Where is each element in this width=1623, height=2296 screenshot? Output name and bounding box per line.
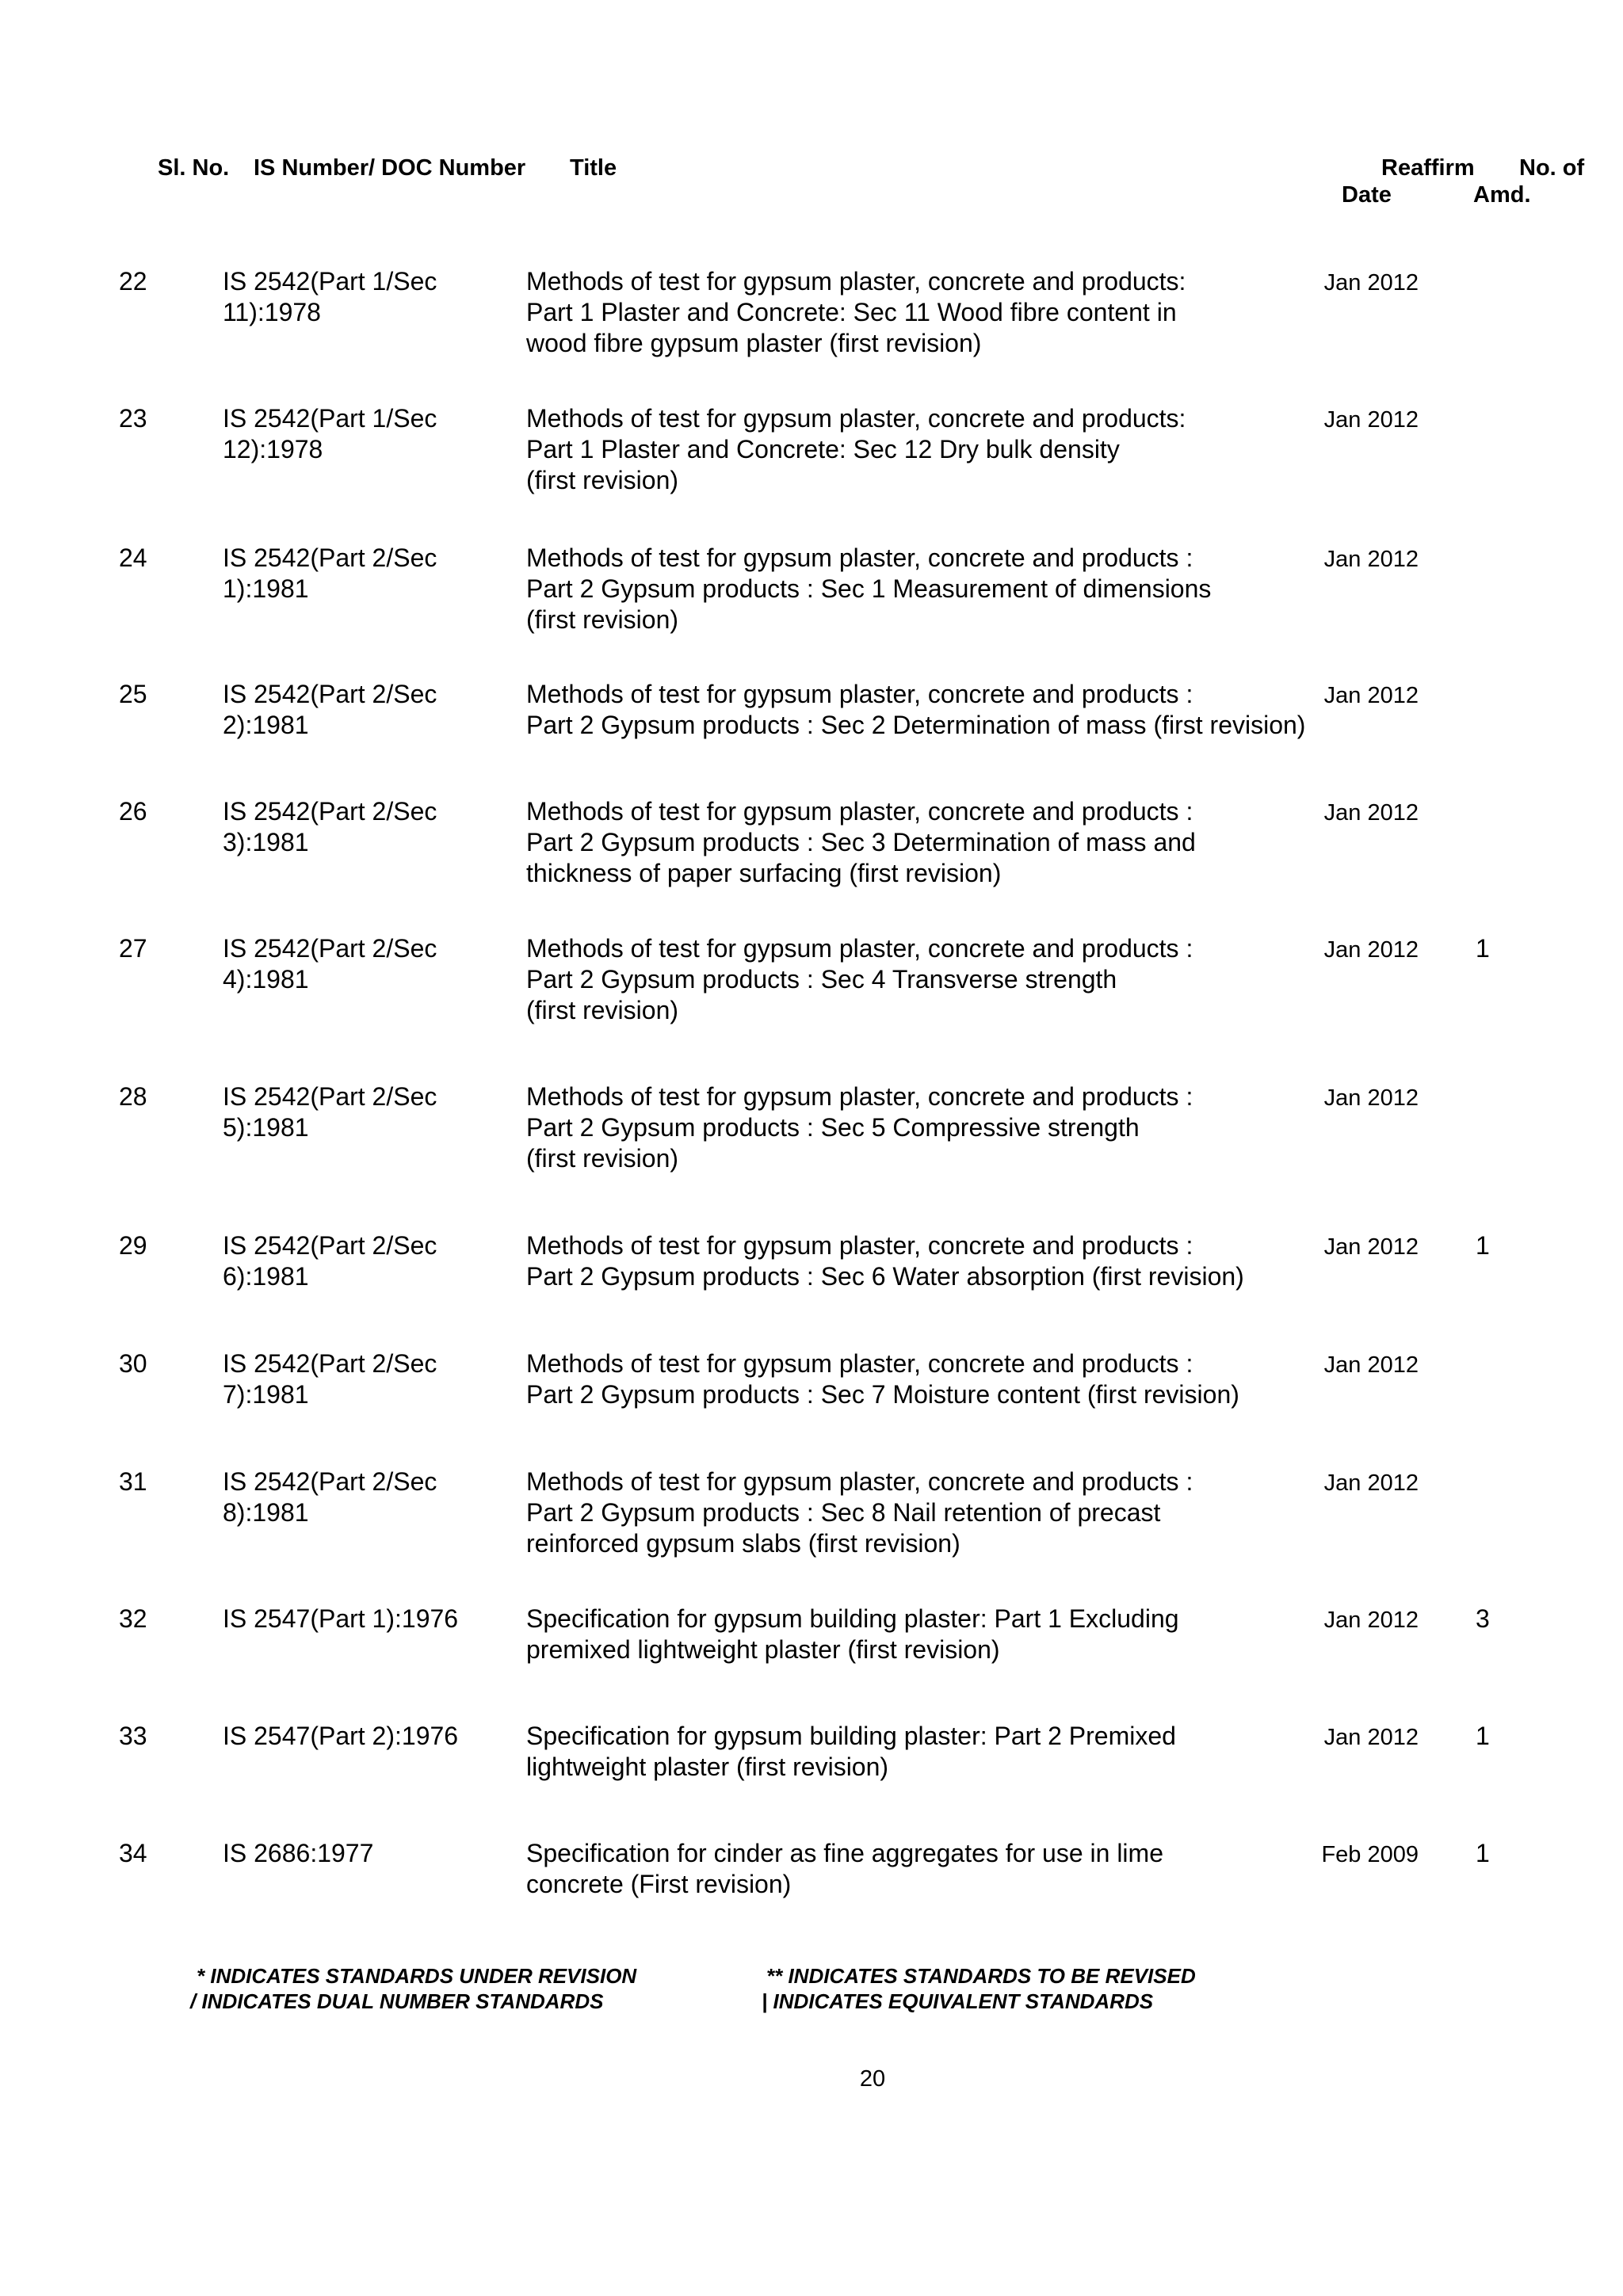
amendment-count: 1: [1476, 934, 1490, 963]
amendment-count: 1: [1476, 1722, 1490, 1750]
is-number: IS 2542(Part 2/Sec 3):1981: [223, 797, 437, 856]
sl-number: 25: [119, 680, 147, 708]
sl-number: 23: [119, 404, 147, 433]
sl-number: 26: [119, 797, 147, 826]
sl-number: 22: [119, 267, 147, 296]
is-number: IS 2542(Part 2/Sec 2):1981: [223, 680, 437, 739]
header-no-of: No. of: [1519, 155, 1585, 181]
reaffirm-date: Jan 2012: [1323, 547, 1419, 572]
sl-number: 28: [119, 1082, 147, 1111]
amendment-count: 3: [1476, 1604, 1490, 1633]
reaffirm-date: Jan 2012: [1323, 1608, 1419, 1633]
amendment-count: 1: [1476, 1231, 1490, 1260]
is-number: IS 2542(Part 2/Sec 5):1981: [223, 1082, 437, 1142]
reaffirm-date: Jan 2012: [1323, 270, 1419, 296]
sl-number: 34: [119, 1839, 147, 1867]
is-number: IS 2686:1977: [223, 1839, 374, 1867]
is-number: IS 2542(Part 2/Sec 7):1981: [223, 1349, 437, 1409]
standard-title: Methods of test for gypsum plaster, concrete and products: Part 1 Plaster and Concrete: Sec 12 Dry bulk density (first revision): [526, 404, 1186, 494]
reaffirm-date: Feb 2009: [1321, 1842, 1419, 1867]
standard-title: Methods of test for gypsum plaster, concrete and products : Part 2 Gypsum products : Sec 2 Determination of mass (first revision): [526, 680, 1306, 739]
sl-number: 31: [119, 1467, 147, 1496]
is-number: IS 2542(Part 2/Sec 4):1981: [223, 934, 437, 994]
amendment-count: 1: [1476, 1839, 1490, 1867]
is-number: IS 2542(Part 1/Sec 11):1978: [223, 267, 437, 326]
reaffirm-date: Jan 2012: [1323, 937, 1419, 963]
header-sl-no: Sl. No.: [158, 155, 230, 181]
is-number: IS 2542(Part 2/Sec 1):1981: [223, 543, 437, 603]
header-amd: Amd.: [1473, 182, 1531, 208]
reaffirm-date: Jan 2012: [1323, 683, 1419, 708]
sl-number: 27: [119, 934, 147, 963]
standard-title: Specification for gypsum building plaster: Part 2 Premixed lightweight plaster (first revision): [526, 1722, 1176, 1781]
header-reaffirm: Reaffirm: [1381, 155, 1475, 181]
standard-title: Methods of test for gypsum plaster, concrete and products : Part 2 Gypsum products : Sec 8 Nail retention of precast reinforced gypsum slabs (first revision): [526, 1467, 1193, 1558]
sl-number: 33: [119, 1722, 147, 1750]
reaffirm-date: Jan 2012: [1323, 1470, 1419, 1496]
standard-title: Methods of test for gypsum plaster, concrete and products : Part 2 Gypsum products : Sec 3 Determination of mass and thickness of paper surfacing (first revision): [526, 797, 1196, 887]
is-number: IS 2542(Part 2/Sec 8):1981: [223, 1467, 437, 1527]
standard-title: Methods of test for gypsum plaster, concrete and products : Part 2 Gypsum products : Sec 5 Compressive strength (first revision): [526, 1082, 1193, 1173]
legend-under-revision: * INDICATES STANDARDS UNDER REVISION: [197, 1964, 637, 1988]
standard-title: Specification for cinder as fine aggregates for use in lime concrete (First revision): [526, 1839, 1163, 1898]
legend-dual-number: / INDICATES DUAL NUMBER STANDARDS: [190, 1989, 604, 2013]
standard-title: Methods of test for gypsum plaster, concrete and products : Part 2 Gypsum products : Sec 7 Moisture content (first revision): [526, 1349, 1239, 1409]
sl-number: 30: [119, 1349, 147, 1378]
reaffirm-date: Jan 2012: [1323, 1234, 1419, 1260]
standard-title: Methods of test for gypsum plaster, concrete and products : Part 2 Gypsum products : Sec 6 Water absorption (first revision): [526, 1231, 1244, 1291]
legend-equivalent: | INDICATES EQUIVALENT STANDARDS: [762, 1989, 1154, 2013]
is-number: IS 2542(Part 1/Sec 12):1978: [223, 404, 437, 463]
reaffirm-date: Jan 2012: [1323, 1352, 1419, 1378]
standard-title: Methods of test for gypsum plaster, concrete and products: Part 1 Plaster and Concrete: Sec 11 Wood fibre content in wood fibre gypsum plaster (first revision): [526, 267, 1186, 357]
standard-title: Specification for gypsum building plaster: Part 1 Excluding premixed lightweight plaster (first revision): [526, 1604, 1179, 1664]
header-title: Title: [570, 155, 617, 181]
is-number: IS 2547(Part 1):1976: [223, 1604, 459, 1633]
sl-number: 24: [119, 543, 147, 572]
sl-number: 29: [119, 1231, 147, 1260]
page-number: 20: [859, 2066, 886, 2092]
header-date: Date: [1342, 182, 1392, 208]
reaffirm-date: Jan 2012: [1323, 800, 1419, 826]
standard-title: Methods of test for gypsum plaster, concrete and products : Part 2 Gypsum products : Sec 1 Measurement of dimensions (first revision): [526, 543, 1212, 634]
is-number: IS 2542(Part 2/Sec 6):1981: [223, 1231, 437, 1291]
sl-number: 32: [119, 1604, 147, 1633]
reaffirm-date: Jan 2012: [1323, 1725, 1419, 1750]
is-number: IS 2547(Part 2):1976: [223, 1722, 459, 1750]
reaffirm-date: Jan 2012: [1323, 407, 1419, 433]
standard-title: Methods of test for gypsum plaster, concrete and products : Part 2 Gypsum products : Sec 4 Transverse strength (first revision): [526, 934, 1193, 1024]
reaffirm-date: Jan 2012: [1323, 1085, 1419, 1111]
header-is-number: IS Number/ DOC Number: [254, 155, 526, 181]
legend-to-be-revised: ** INDICATES STANDARDS TO BE REVISED: [766, 1964, 1196, 1988]
